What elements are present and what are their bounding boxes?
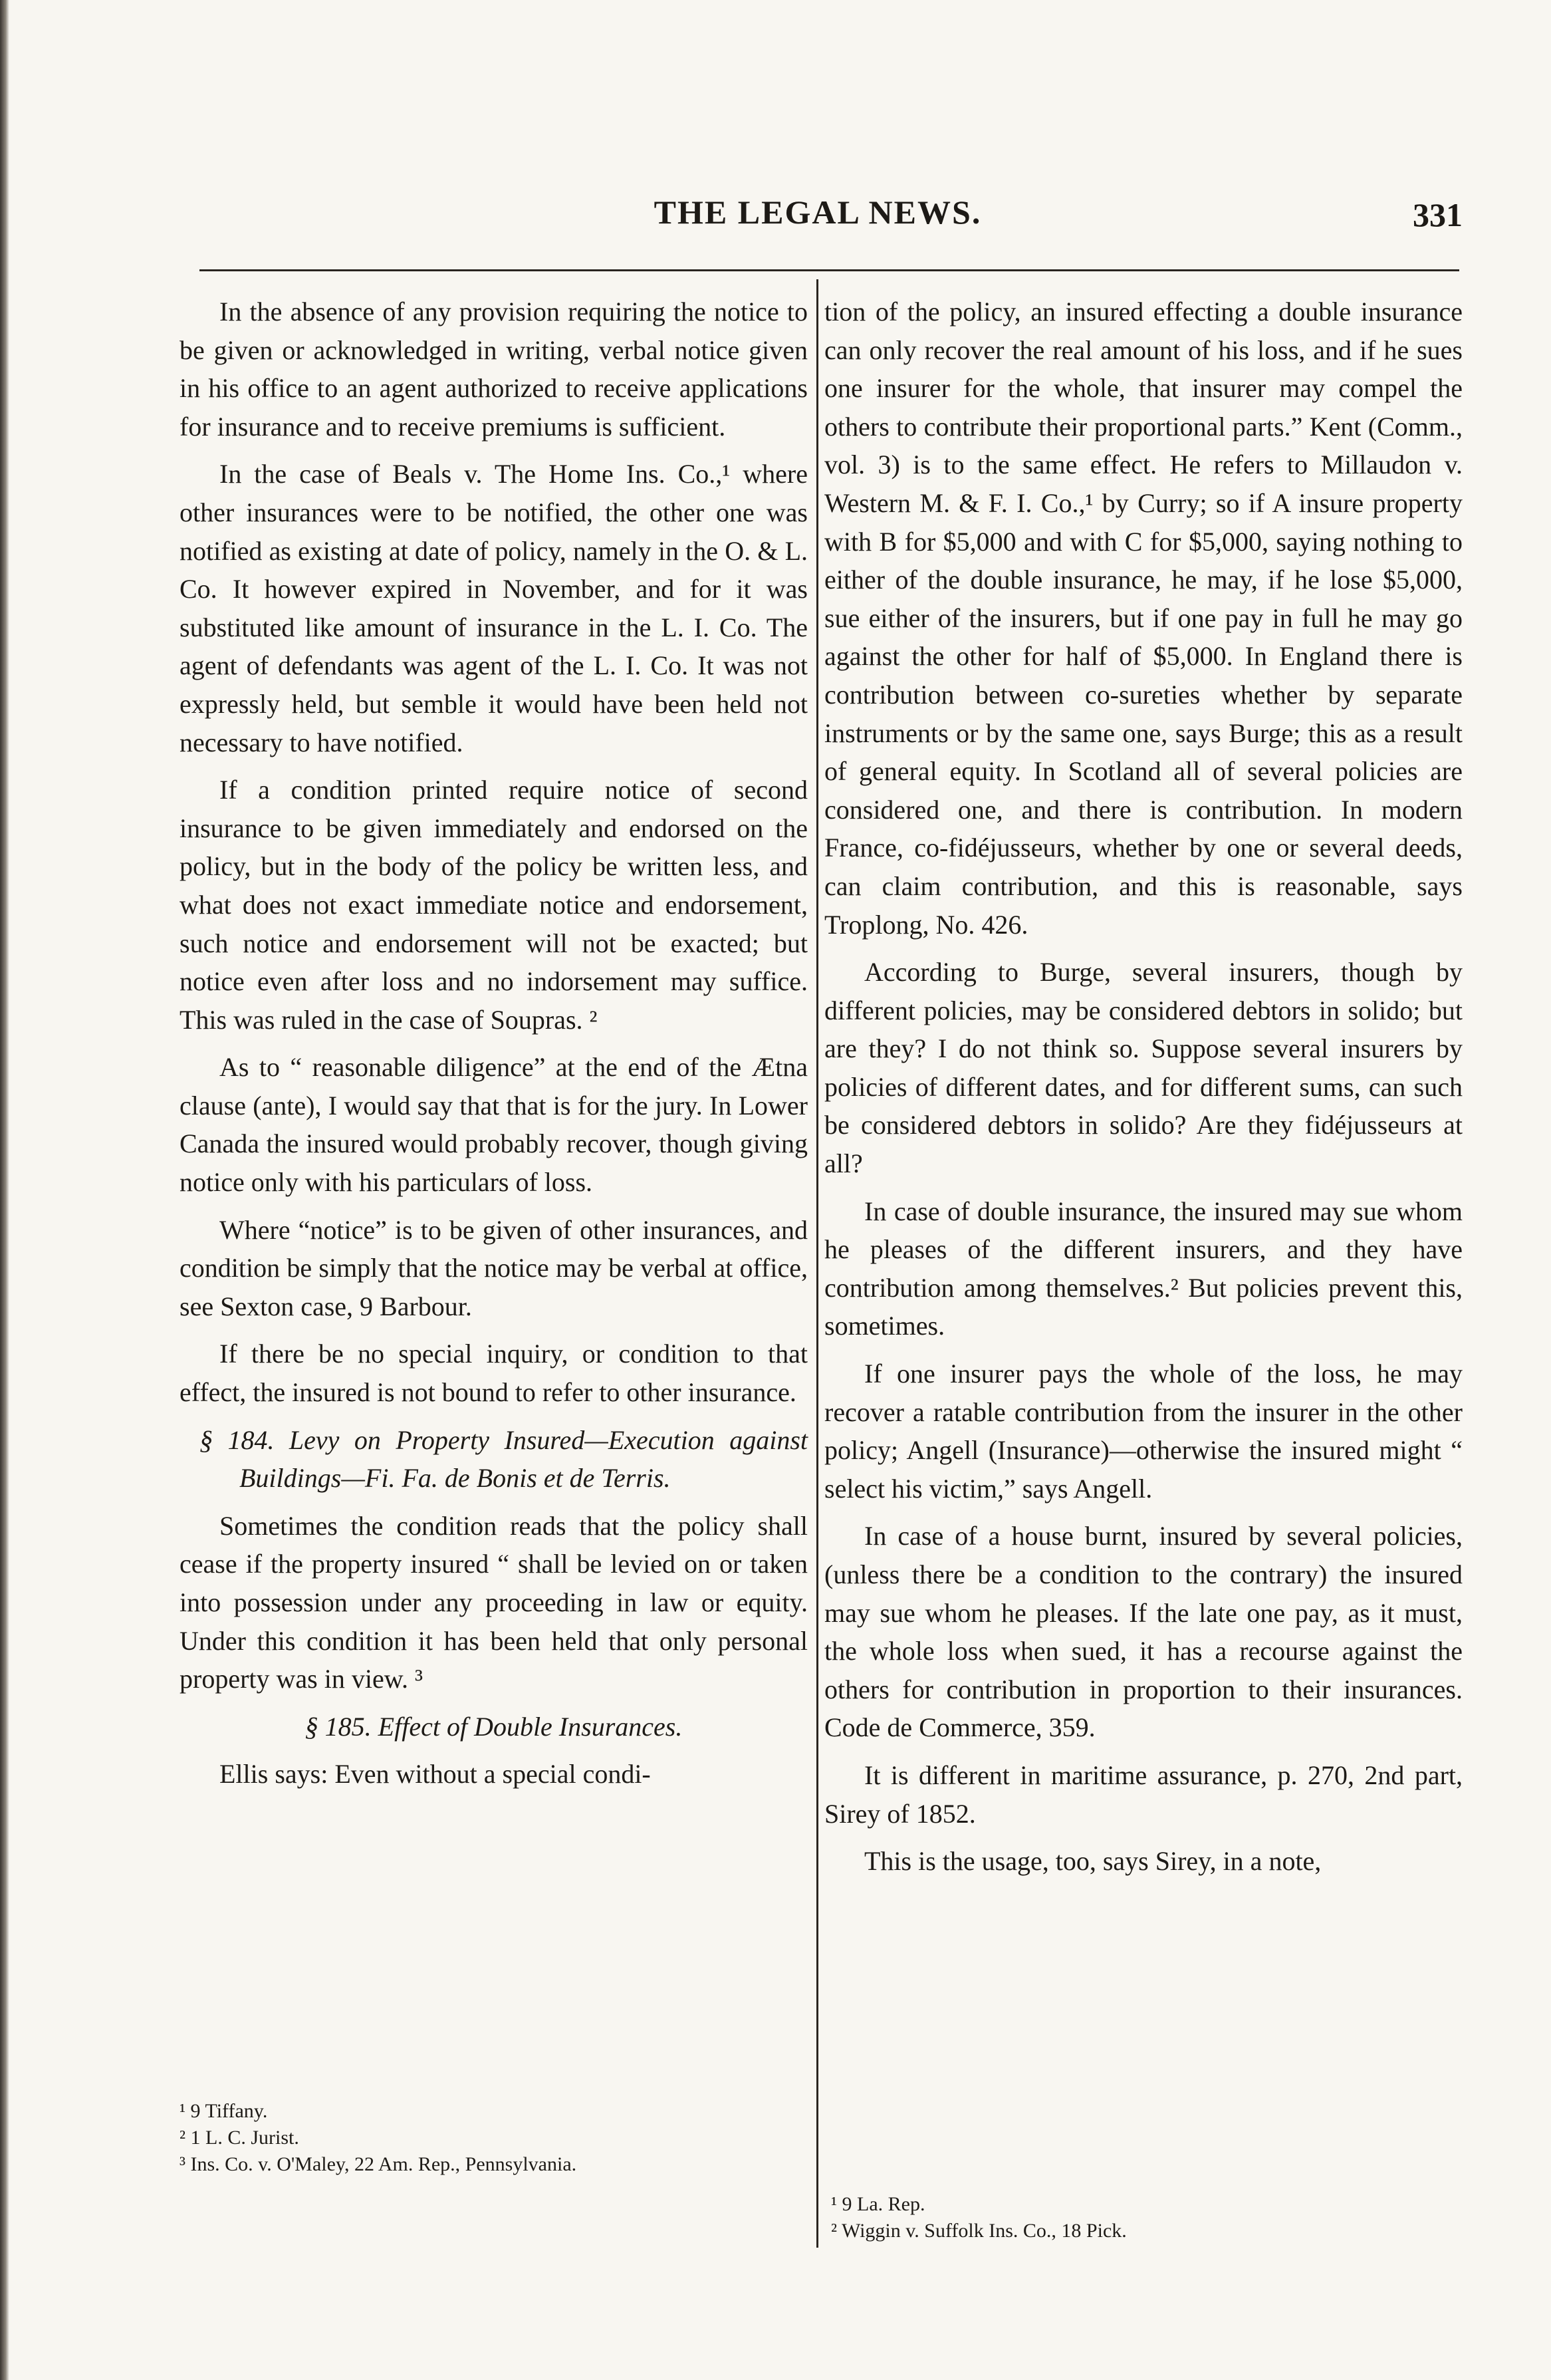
paragraph: It is different in maritime assurance, p. 270, 2nd part, Sirey of 1852. [824,1760,1463,1829]
footnote: ² Wiggin v. Suffolk Ins. Co., 18 Pick. [831,2220,1127,2242]
paragraph: tion of the policy, an insured effecting a double insurance can only recover the real amount of his loss, and if he sues one insurer for the whole, that insurer may compel the others to contribute their proportional parts.” Kent (Comm., vol. 3) is to the same effect. He refers to Millaudon v. Western M. & F. I. Co.,¹ by Curry; so if A insure property with B for $5,000 and with C for $5,000, saying nothing to either of the double insurance, he may, if he lose $5,000, sue either of the insurers, but if one pay in full he may go against the other for half of $5,000. In England there is contribution between co-sureties whether by separate instruments or by the same one, says Burge; this as a result of general equity. In Scotland all of several policies are considered one, and there is contribution. In modern France, co-fidéjusseurs, whether by one or several deeds, can claim contribution, and this is reasonable, says Troplong, No. 426. [824,297,1463,940]
paragraph: If a condition printed require notice of second insurance to be given immediately and endorsed on the policy, but in the body of the policy be written less, and what does not exact immediate notice and endorsement, such notice and endorsement will not be exacted; but notice even after loss and no indorsement may suffice. This was ruled in the case of Soupras. ² [179,775,808,1035]
footnote: ¹ 9 Tiffany. [179,2100,268,2122]
section-heading-184: § 184. Levy on Property Insured—Execution against Buildings—Fi. Fa. de Bonis et de Terris. [199,1424,808,1494]
footnote: ³ Ins. Co. v. O'Maley, 22 Am. Rep., Pennsylvania. [179,2153,577,2175]
paragraph: As to “ reasonable diligence” at the end of the Ætna clause (ante), I would say that that is for the jury. In Lower Canada the insured would probably recover, though giving notice only with his particulars of loss. [179,1052,808,1198]
running-title: THE LEGAL NEWS. [654,194,982,231]
column-divider [816,279,818,2248]
header-rule [199,269,1459,271]
page-number: 331 [1413,196,1463,233]
paragraph: Sometimes the condition reads that the policy shall cease if the property insured “ shall be levied on or taken into possession under any proceeding in law or equity. Under this condition it has been held that only personal property was in view. ³ [179,1510,808,1694]
scan-edge [0,0,9,2380]
section-heading-185: § 185. Effect of Double Insurances. [304,1711,683,1742]
paragraph: If there be no special inquiry, or condition to that effect, the insured is not bound to refer to other insurance. [179,1339,808,1408]
paragraph: In the absence of any provision requiring the notice to be given or acknowledged in writing, verbal notice given in his office to an agent authorized to receive applications for insurance and to receive premiums is sufficient. [179,297,808,442]
right-column [824,293,1463,1890]
paragraph: In case of double insurance, the insured may sue whom he pleases of the different insurers, and they have contribution among themselves.² But policies prevent this, sometimes. [824,1196,1463,1341]
paragraph: In case of a house burnt, insured by several policies, (unless there be a condition to the contrary) the insured may sue whom he pleases. If the late one pay, as it must, the whole loss when sued, it has a recourse against the others for contribution in proportion to their insurances. Code de Commerce, 359. [824,1521,1463,1743]
paragraph: This is the usage, too, says Sirey, in a note, [864,1846,1322,1877]
paragraph: In the case of Beals v. The Home Ins. Co.,¹ where other insurances were to be notified, the other one was notified as existing at date of policy, namely in the O. & L. Co. It however expired in November, and for it was substituted like amount of insurance in the L. I. Co. The agent of defendants was agent of the L. I. Co. It was not expressly held, but semble it would have been held not necessary to have notified. [179,459,808,757]
footnotes-left [179,2098,798,2178]
footnote: ¹ 9 La. Rep. [831,2193,925,2215]
paragraph: According to Burge, several insurers, though by different policies, may be considered debtors in solido; but are they? I do not think so. Suppose several insurers by policies of different dates, and for different sums, can such be considered debtors in solido? Are they fidéjusseurs at all? [824,957,1463,1179]
paragraph: Where “notice” is to be given of other insurances, and condition be simply that the notice may be verbal at office, see Sexton case, 9 Barbour. [179,1214,808,1321]
paragraph: If one insurer pays the whole of the loss, he may recover a ratable contribution from the insurer in the other policy; Angell (Insurance)—otherwise the insured might “ select his victim,” says Angell. [824,1359,1463,1504]
footnotes-right [831,2191,1449,2244]
page-header [173,193,1463,253]
left-column [179,293,808,1803]
footnote: ² 1 L. C. Jurist. [179,2127,299,2149]
paragraph: Ellis says: Even without a special condi- [219,1759,651,1789]
